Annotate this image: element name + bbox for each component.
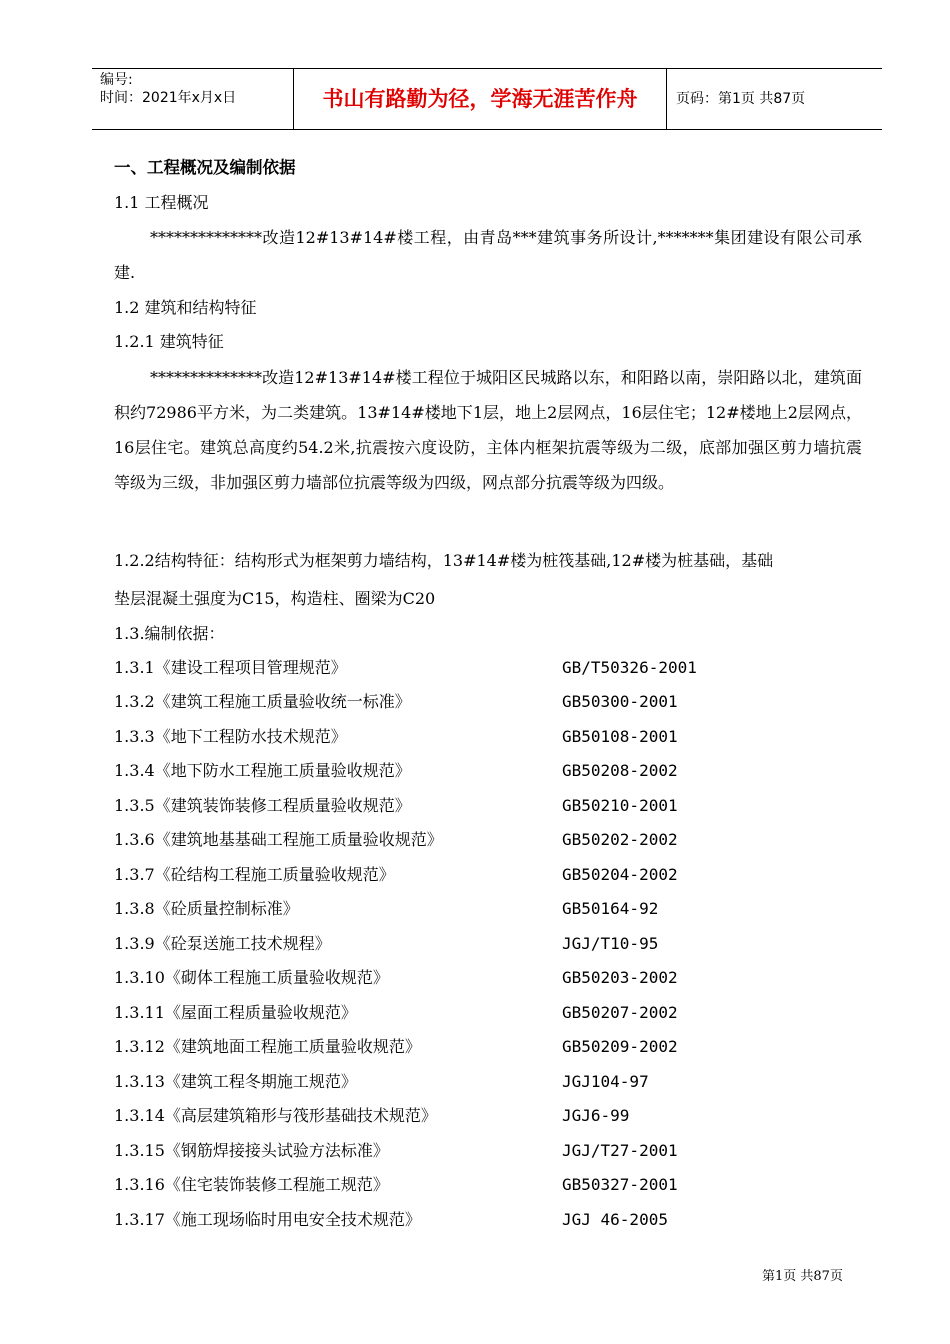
reference-title: 1.3.4《地下防水工程施工质量验收规范》: [114, 761, 411, 780]
reference-code: GB50209-2002: [562, 1037, 678, 1056]
heading-1-3: 1.3.编制依据：: [114, 624, 225, 643]
reference-title: 1.3.6《建筑地基基础工程施工质量验收规范》: [114, 830, 443, 849]
reference-title: 1.3.5《建筑装饰装修工程质量验收规范》: [114, 796, 411, 815]
reference-code: JGJ/T10-95: [562, 934, 659, 953]
section-title: 一、工程概况及编制依据: [114, 158, 296, 177]
reference-code: GB50108-2001: [562, 727, 678, 746]
paragraph-1-2-1: **************改造12#13#14#楼工程位于城阳区民城路以东，和阳路以南，崇阳路以北，建筑面积约72986平方米，为二类建筑。13#14#楼地下1层，地上2层网点，16层住宅；12#楼地上2层网点，16层住宅。建筑总高度约54.2米,抗震按六度设防，主体内框架抗震等级为二级，底部加强区剪力墙抗震等级为三级，非加强区剪力墙部位抗震等级为四级，网点部分抗震等级为四级。: [114, 368, 862, 492]
reference-code: GB50164-92: [562, 899, 659, 918]
reference-title: 1.3.12《建筑地面工程施工质量验收规范》: [114, 1037, 421, 1056]
reference-code: JGJ/T27-2001: [562, 1141, 678, 1160]
reference-code: GB/T50326-2001: [562, 658, 697, 677]
structure-line-2: 垫层混凝土强度为C15，构造柱、圈梁为C20: [114, 589, 436, 608]
reference-title: 1.3.1《建设工程项目管理规范》: [114, 658, 347, 677]
reference-code: JGJ6-99: [562, 1106, 630, 1125]
heading-1-1: 1.1 工程概况: [114, 193, 209, 212]
reference-code: GB50207-2002: [562, 1003, 678, 1022]
header-divider: [666, 69, 667, 129]
reference-code: JGJ 46-2005: [562, 1210, 668, 1229]
reference-code: GB50204-2002: [562, 865, 678, 884]
reference-title: 1.3.13《建筑工程冬期施工规范》: [114, 1072, 357, 1091]
reference-code: GB50208-2002: [562, 761, 678, 780]
reference-title: 1.3.14《高层建筑箱形与筏形基础技术规范》: [114, 1106, 437, 1125]
reference-title: 1.3.17《施工现场临时用电安全技术规范》: [114, 1210, 421, 1229]
reference-title: 1.3.16《住宅装饰装修工程施工规范》: [114, 1175, 389, 1194]
header-meta: [100, 71, 236, 107]
reference-title: 1.3.11《屋面工程质量验收规范》: [114, 1003, 357, 1022]
reference-title: 1.3.3《地下工程防水技术规范》: [114, 727, 347, 746]
reference-title: 1.3.10《砌体工程施工质量验收规范》: [114, 968, 389, 987]
header-motto: 书山有路勤为径，学海无涯苦作舟: [322, 87, 638, 111]
reference-title: 1.3.9《砼泵送施工技术规程》: [114, 934, 331, 953]
page-footer: 第1页 共87页: [762, 1269, 843, 1284]
reference-title: 1.3.2《建筑工程施工质量验收统一标准》: [114, 692, 411, 711]
page-header: [92, 68, 882, 130]
code-label: 编号:: [100, 72, 133, 88]
reference-code: GB50210-2001: [562, 796, 678, 815]
reference-title: 1.3.7《砼结构工程施工质量验收规范》: [114, 865, 395, 884]
time-label: 时间：2021年x月x日: [100, 90, 237, 106]
heading-1-2: 1.2 建筑和结构特征: [114, 298, 257, 317]
paragraph-1-1: **************改造12#13#14#楼工程，由青岛***建筑事务所设计,*******集团建设有限公司承建.: [114, 228, 862, 282]
header-page-label: 页码：第1页 共87页: [676, 91, 806, 107]
reference-code: GB50202-2002: [562, 830, 678, 849]
reference-title: 1.3.15《钢筋焊接接头试验方法标准》: [114, 1141, 389, 1160]
reference-title: 1.3.8《砼质量控制标准》: [114, 899, 299, 918]
reference-code: GB50327-2001: [562, 1175, 678, 1194]
heading-1-2-1: 1.2.1 建筑特征: [114, 332, 224, 351]
reference-code: JGJ104-97: [562, 1072, 649, 1091]
structure-line-1: 1.2.2结构特征：结构形式为框架剪力墙结构，13#14#楼为桩筏基础,12#楼为桩基础，基础: [114, 551, 774, 570]
reference-code: GB50203-2002: [562, 968, 678, 987]
reference-code: GB50300-2001: [562, 692, 678, 711]
